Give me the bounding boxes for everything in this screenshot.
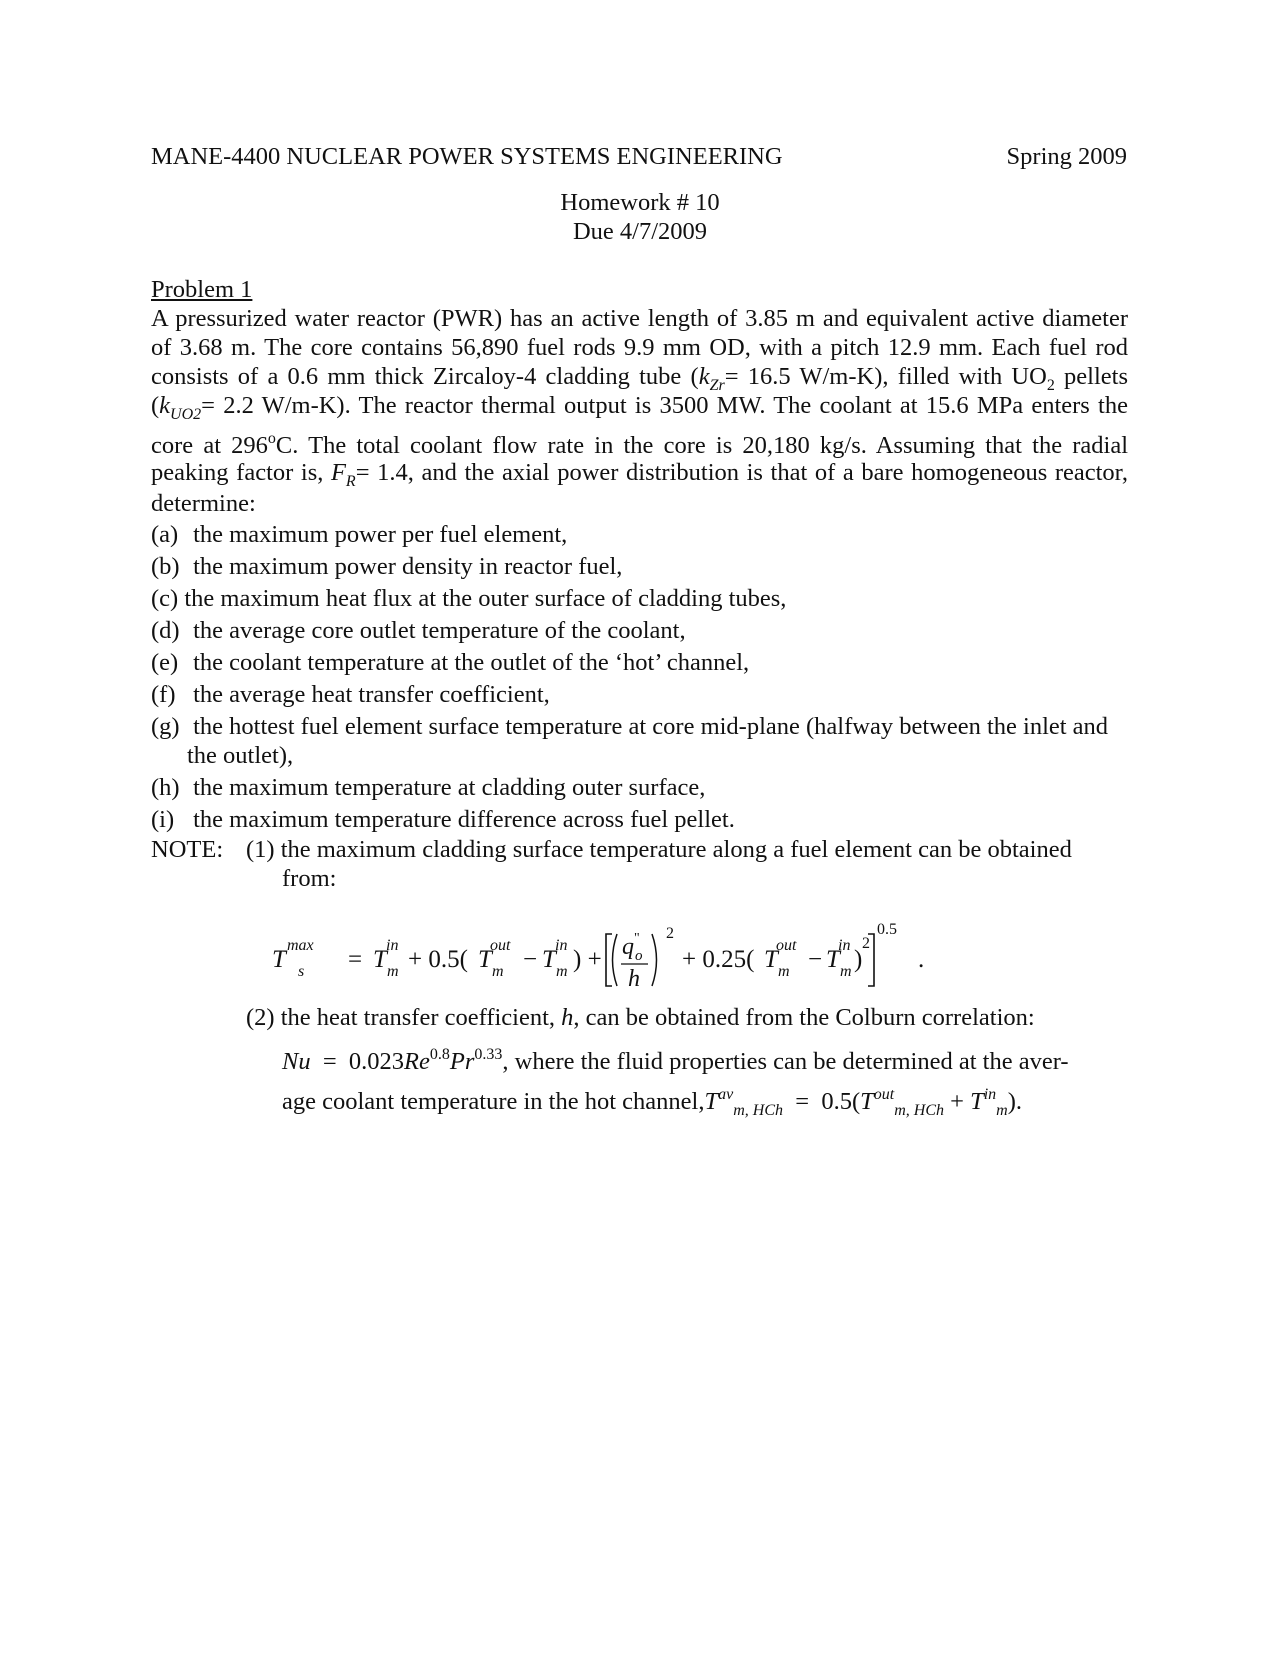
f-max: max [287, 937, 314, 954]
note-label: NOTE: [151, 836, 224, 863]
item-b [151, 553, 622, 581]
nu-symbol: Nu [282, 1048, 311, 1075]
item-text: the maximum temperature at cladding outer surface, [193, 774, 706, 801]
f-m2: m [492, 963, 504, 980]
k-sub-uo2: UO2 [170, 406, 202, 423]
item-label: (a) [151, 521, 179, 548]
item-label: (i) [151, 806, 175, 833]
f-T6: T [826, 946, 840, 973]
mhch-sub-2: m, HCh [894, 1102, 944, 1119]
n2-half: 0.5( [821, 1088, 861, 1115]
term: Spring 2009 [1006, 143, 1127, 170]
right-paren [652, 934, 657, 986]
f-out: out [490, 937, 511, 954]
f-m: m [387, 963, 399, 980]
f-q: q [622, 934, 634, 960]
intro-line-4 [151, 392, 1128, 424]
n2-h: h [561, 1004, 574, 1031]
f-eq: = [348, 946, 363, 973]
n2-a: (2) the heat transfer coefficient, [246, 1004, 562, 1031]
item-i [151, 806, 735, 834]
item-text: the average heat transfer coefficient, [193, 681, 550, 708]
item-text: the average core outlet temperature of the coolant, [193, 617, 686, 644]
note-2-line-2 [282, 1046, 1069, 1076]
item-d [151, 617, 686, 645]
f-sq: 2 [666, 925, 674, 942]
f-T: T [272, 946, 286, 973]
item-a [151, 521, 567, 549]
av-sup: av [718, 1086, 734, 1103]
f-T3: T [478, 946, 492, 973]
f-m5: m [840, 963, 852, 980]
line3-b: = 16.5 W/m-K), filled with UO [724, 363, 1047, 390]
left-bracket [606, 934, 612, 986]
n2-line3-a: age coolant temperature in the hot channel, [282, 1088, 705, 1115]
line6-b: = 1.4, and the axial power distribution is that of a bare homogeneous reactor, [355, 459, 1128, 486]
item-label: (c) [151, 585, 179, 612]
line4-rest: = 2.2 W/m-K). The reactor thermal output is 3500 MW. The coolant at 15.6 MPa enters the [201, 392, 1128, 419]
homework-title: Homework # 10 [560, 189, 720, 216]
item-text: the maximum power density in reactor fuel, [193, 553, 623, 580]
line3-c: pellets [1054, 363, 1128, 390]
line5-a: core at 296 [151, 432, 268, 459]
f-dq: " [634, 931, 640, 946]
k-sub-zr: Zr [709, 377, 725, 394]
intro-line-2: of 3.68 m. The core contains 56,890 fuel rods 9.9 mm OD, with a pitch 12.9 mm. Each fuel rod [151, 334, 1128, 361]
item-g [151, 713, 1108, 741]
item-label: (g) [151, 713, 180, 740]
note-1-line-1: (1) the maximum cladding surface temperature along a fuel element can be obtained [246, 836, 1072, 863]
f-s: s [298, 963, 305, 980]
nu-eq: = [322, 1048, 337, 1075]
uo2-sub: 2 [1046, 377, 1055, 394]
pr-exp: 0.33 [474, 1046, 503, 1063]
item-label: (f) [151, 681, 176, 708]
f-in3: in [838, 937, 851, 954]
item-h [151, 774, 705, 802]
f-symbol: F [330, 459, 346, 486]
item-label: (d) [151, 617, 180, 644]
left-paren [613, 934, 618, 986]
course-title: MANE-4400 NUCLEAR POWER SYSTEMS ENGINEERING [151, 143, 783, 170]
item-text: the hottest fuel element surface temperature at core mid-plane (halfway between the inlet and [193, 713, 1109, 740]
f-sub-r: R [345, 473, 356, 490]
line6-a: peaking factor is, [151, 459, 331, 486]
item-label: (e) [151, 649, 179, 676]
colburn-coef: 0.023 [348, 1048, 405, 1075]
note-1-line-2: from: [282, 865, 337, 892]
k-symbol: k [698, 363, 710, 390]
intro-line-5 [151, 430, 1128, 460]
line5-b: C. The total coolant flow rate in the core is 20,180 kg/s. Assuming that the radial [275, 432, 1129, 459]
m-sub: m [996, 1102, 1008, 1119]
f-h: h [628, 966, 640, 992]
f-in: in [386, 937, 399, 954]
line3-a: consists of a 0.6 mm thick Zircaloy-4 cladding tube ( [151, 363, 699, 390]
item-label: (h) [151, 774, 180, 801]
f-minus: − [523, 946, 538, 973]
f-close: ) [854, 946, 863, 973]
item-text: the maximum power per fuel element, [193, 521, 568, 548]
f-dot: . [918, 946, 925, 973]
n2-end: ). [1007, 1088, 1023, 1115]
f-sq2: 2 [862, 935, 870, 952]
item-text: the coolant temperature at the outlet of the ‘hot’ channel, [193, 649, 750, 676]
f-half: + 0.5( [408, 946, 468, 973]
max-cladding-temperature-formula [270, 912, 950, 1002]
f-T2: T [373, 946, 387, 973]
line4-open: ( [151, 392, 160, 419]
f-T5: T [764, 946, 778, 973]
intro-line-3 [151, 363, 1128, 395]
intro-line-6 [151, 459, 1128, 491]
out-sup: out [873, 1086, 895, 1103]
item-label: (b) [151, 553, 180, 580]
t-out: T [860, 1088, 874, 1115]
intro-line-1: A pressurized water reactor (PWR) has an active length of 3.85 m and equivalent active diameter [151, 305, 1128, 332]
item-e [151, 649, 749, 677]
determine-line: determine: [151, 490, 256, 517]
k-symbol-2: k [159, 392, 171, 419]
n2-line2-rest: , where the fluid properties can be determined at the aver- [502, 1048, 1069, 1075]
t-in: T [970, 1088, 984, 1115]
t-av: T [704, 1088, 719, 1115]
n2-b: , can be obtained from the Colburn correlation: [573, 1004, 1035, 1031]
n2-eq: = [795, 1088, 810, 1115]
degree-sup: o [267, 430, 276, 447]
f-T4: T [542, 946, 556, 973]
f-exp: 0.5 [877, 921, 897, 938]
note-2-line-3 [282, 1086, 1022, 1120]
f-o: o [635, 948, 643, 964]
item-c [151, 585, 786, 613]
f-out2: out [776, 937, 797, 954]
problem-heading: Problem 1 [151, 276, 253, 303]
f-in2: in [555, 937, 568, 954]
f-quarter: + 0.25( [682, 946, 755, 973]
in-sup: in [983, 1086, 997, 1103]
f-close-plus: ) + [573, 946, 602, 973]
item-g-continued: the outlet), [187, 742, 294, 769]
item-text: the maximum heat flux at the outer surface of cladding tubes, [184, 585, 787, 612]
f-m3: m [556, 963, 568, 980]
re-exp: 0.8 [429, 1046, 450, 1063]
item-text: the maximum temperature difference across fuel pellet. [193, 806, 735, 833]
item-f [151, 681, 550, 709]
note-2-line-1 [246, 1004, 1035, 1032]
pr-symbol: Pr [449, 1048, 475, 1075]
due-date: Due 4/7/2009 [572, 218, 708, 245]
n2-plus: + [950, 1088, 964, 1115]
f-minus2: − [808, 946, 823, 973]
f-m4: m [778, 963, 790, 980]
re-symbol: Re [404, 1048, 430, 1075]
mhch-sub: m, HCh [733, 1102, 783, 1119]
